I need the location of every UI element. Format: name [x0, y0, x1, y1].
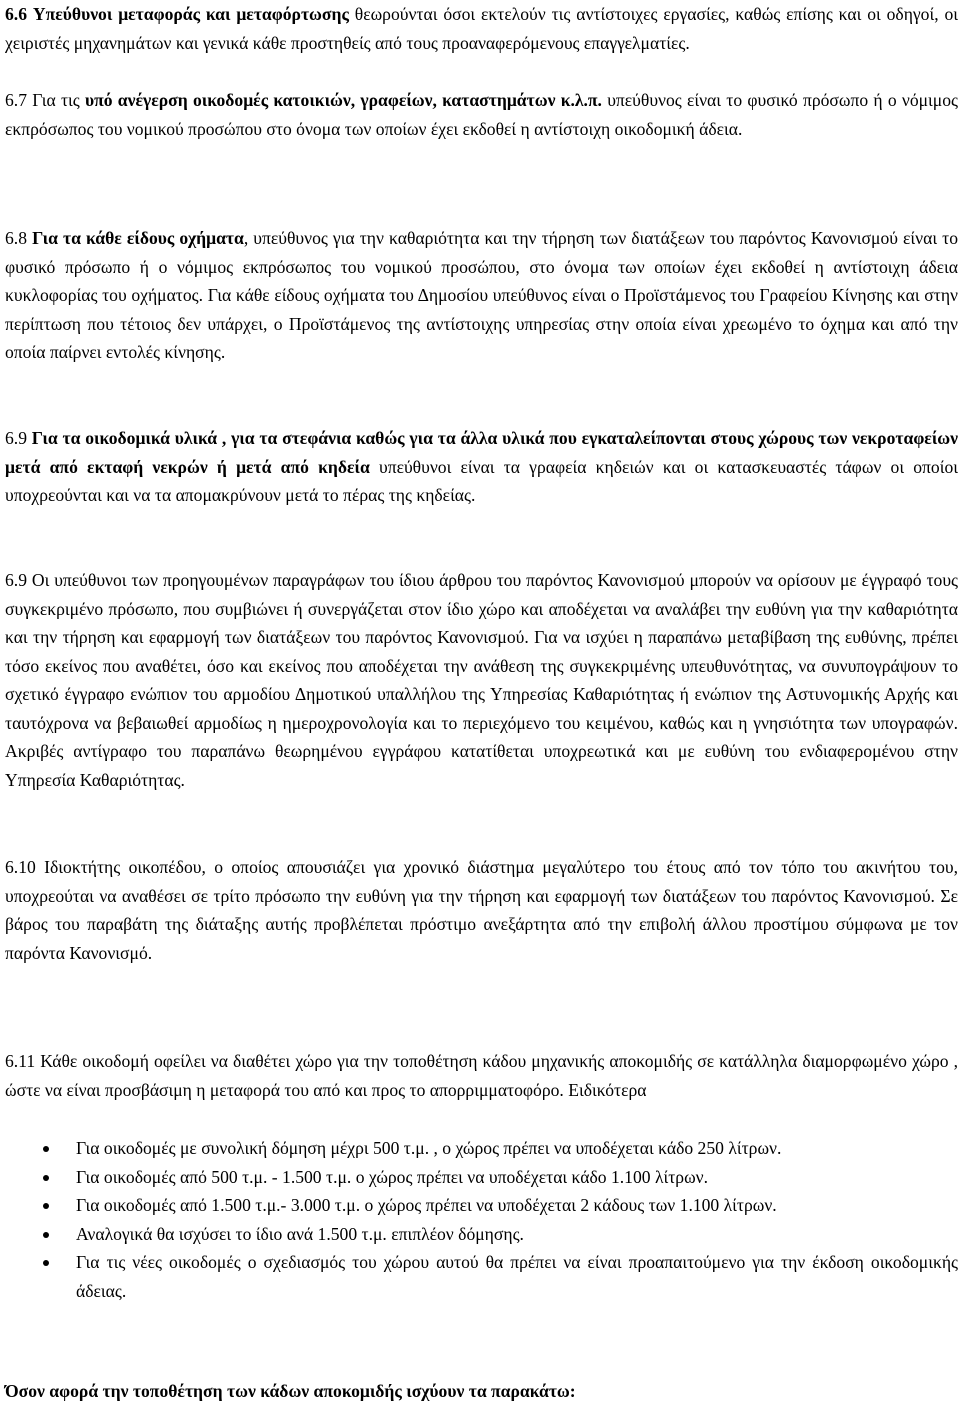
closing-heading-text: Όσον αφορά την τοποθέτηση των κάδων αποκομιδής ισχύουν τα παρακάτω:	[5, 1381, 576, 1401]
paragraph-heading: Για τα οικοδομικά υλικά , για τα στεφάνια καθώς για τα άλλα υλικά που εγκαταλείπονται στους χώρους των νεκροταφείων μετά από εκταφή νεκρών ή μετά από κηδεία	[5, 428, 958, 477]
paragraph-text: υπεύθυνος είναι το φυσικό πρόσωπο ή ο νόμιμος εκπρόσωπος του νομικού προσώπου στο όνομα των οποίων έχει εκδοθεί η αντίστοιχη οικοδομική άδεια.	[5, 90, 958, 139]
paragraph-heading: υπό ανέγερση οικοδομές κατοικιών, γραφείων, καταστημάτων κ.λ.π.	[85, 90, 602, 110]
paragraph-heading: Για τα κάθε είδους οχήματα	[27, 228, 244, 248]
section-number: 6.7	[5, 90, 27, 110]
paragraph-6-9-a	[5, 424, 958, 510]
paragraph-heading: Υπεύθυνοι μεταφοράς και μεταφόρτωσης	[32, 4, 349, 24]
list-item	[5, 1163, 958, 1192]
list-item	[5, 1191, 958, 1220]
paragraph-6-8	[5, 224, 958, 367]
paragraph-6-7	[5, 86, 958, 143]
list-item-text: Για τις νέες οικοδομές ο σχεδιασμός του χώρου αυτού θα πρέπει να είναι προαπαιτούμενο για την έκδοση οικοδομικής άδειας.	[76, 1252, 958, 1301]
list-item-text: Για οικοδομές με συνολική δόμηση μέχρι 500 τ.μ. , ο χώρος πρέπει να υποδέχεται κάδο 250 λίτρων.	[76, 1138, 782, 1158]
bullet-icon	[43, 1232, 49, 1238]
list-item-text: Για οικοδομές από 1.500 τ.μ.- 3.000 τ.μ. ο χώρος πρέπει να υποδέχεται 2 κάδους των 1.100 λίτρων.	[76, 1195, 777, 1215]
list-item-text: Αναλογικά θα ισχύσει το ίδιο ανά 1.500 τ.μ. επιπλέον δόμησης.	[76, 1223, 524, 1244]
paragraph-6-10: 6.10 Ιδιοκτήτης οικοπέδου, ο οποίος απουσιάζει για χρονικό διάστημα μεγαλύτερο του έτους από τον τόπο του ακινήτου του, υποχρεούται να αναθέσει σε τρίτο πρόσωπο την ευθύνη για την τήρηση και εφαρμογή των διατάξεων του παρόντος Κανονισμού. Σε βάρος του παραβάτη της διάταξης αυτής προβλέπεται πρόστιμο ανεξάρτητα από την επιβολή άλλου προστίμου σύμφωνα με τον παρόντα Κανονισμό.	[5, 857, 958, 963]
paragraph-text: υπεύθυνοι είναι τα γραφεία κηδειών και οι κατασκευαστές τάφων οι οποίοι υποχρεούνται και να τα απομακρύνουν μετά το πέρας της κηδείας.	[5, 456, 958, 505]
paragraph-6-11: 6.11 Κάθε οικοδομή οφείλει να διαθέτει χώρο για την τοποθέτηση κάδου μηχανικής αποκομιδής σε κατάλληλα διαμορφωμένο χώρο , ώστε να είναι προσβάσιμη η μεταφορά του από και προς το απορριμματοφόρο. Ειδικότερα	[5, 1051, 958, 1100]
section-number: 6.9	[5, 428, 27, 448]
bullet-icon	[43, 1203, 49, 1209]
section-number: 6.8	[5, 228, 27, 248]
list-item-text: Για οικοδομές από 500 τ.μ. - 1.500 τ.μ. ο χώρος πρέπει να υποδέχεται κάδο 1.100 λίτρων.	[76, 1166, 708, 1187]
closing-heading	[5, 1377, 576, 1406]
list-item	[5, 1134, 958, 1163]
bullet-icon	[43, 1175, 49, 1181]
bullet-icon	[43, 1260, 49, 1266]
paragraph-text: θεωρούνται όσοι εκτελούν τις αντίστοιχες εργασίες, καθώς επίσης και οι οδηγοί, οι χειριστές μηχανημάτων και γενικά κάθε προστηθείς από τους προαναφερόμενους επαγγελματίες.	[5, 4, 959, 53]
paragraph-6-9-b: 6.9 Οι υπεύθυνοι των προηγουμένων παραγράφων του ίδιου άρθρου του παρόντος Κανονισμού μπορούν να ορίσουν με έγγραφό τους συγκεκριμένο πρόσωπο, που συμβιώνει ή συνεργάζεται στον ίδιο χώρο και αποδέχεται να αναλάβει την ευθύνη για την καθαριότητα και την τήρηση και εφαρμογή των διατάξεων του παρόντος Κανονισμού. Για να ισχύει η παραπάνω μεταβίβαση της ευθύνης, πρέπει τόσο εκείνος που αναθέτει, όσο και εκείνος που αποδέχεται την ανάθεση της συγκεκριμένης υπευθυνότητας, να συνυπογράψουν το σχετικό έγγραφο ενώπιον του αρμοδίου Δημοτικού υπαλλήλου της Υπηρεσίας Καθαριότητας ή ενώπιον της Αστυνομικής Αρχής και ταυτόχρονα να βεβαιωθεί αρμοδίως η ημεροχρονολογία και το περιεχόμενο του κειμένου, καθώς και η γνησιότητα των υπογραφών. Ακριβές αντίγραφο του παραπάνω θεωρημένου εγγράφου κατατίθεται υποχρεωτικά και με ευθύνη του ενδιαφερομένου στην Υπηρεσία Καθαριότητας.	[5, 570, 958, 790]
list-item	[5, 1220, 958, 1249]
bin-capacity-list	[5, 1134, 958, 1305]
paragraph-text: , υπεύθυνος για την καθαριότητα και την τήρηση των διατάξεων του παρόντος Κανονισμού είναι το φυσικό πρόσωπο ή ο νόμιμος εκπρόσωπος του νομικού προσώπου, στο όνομα των οποίων έχει εκδοθεί η αντίστοιχη άδεια κυκλοφορίας του οχήματος. Για κάθε είδους οχήματα του Δημοσίου υπεύθυνος είναι ο Προϊστάμενος του Γραφείου Κίνησης και στην περίπτωση που τέτοιος δεν υπάρχει, ο Προϊστάμενος της αντίστοιχης υπηρεσίας στην οποία είναι χρεωμένο το όχημα και από την οποία παίρνει εντολές κίνησης.	[5, 228, 958, 362]
paragraph-6-6	[5, 0, 958, 57]
list-item	[5, 1248, 958, 1305]
bullet-icon	[43, 1146, 49, 1152]
section-number: 6.6	[5, 4, 27, 24]
paragraph-text-lead: Για τις	[27, 90, 85, 110]
